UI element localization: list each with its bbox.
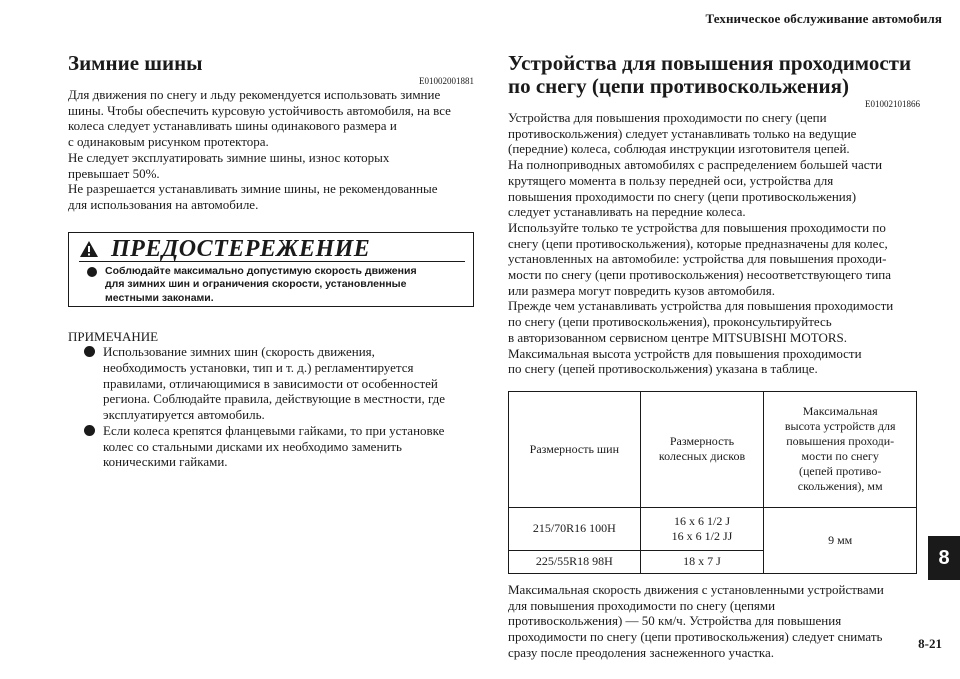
bullet-icon bbox=[87, 267, 97, 277]
warning-triangle-icon bbox=[79, 240, 99, 258]
text-line: противоскольжения) следует устанавливать только на ведущие bbox=[508, 125, 857, 141]
snow-chain-table bbox=[508, 391, 917, 574]
warning-line: Соблюдайте максимально допустимую скорость движения bbox=[105, 264, 417, 277]
note-label: ПРИМЕЧАНИЕ bbox=[68, 328, 159, 344]
section-code: E01002101866 bbox=[865, 99, 920, 109]
text-line: На полноприводных автомобилях с распределением большей части bbox=[508, 157, 883, 173]
header-text: Размерность шин bbox=[529, 441, 619, 456]
text-line: колес со стальными дисками их необходимо заменить bbox=[103, 438, 402, 454]
header-text: повышения проходи- bbox=[786, 434, 895, 449]
text-line: региона. Соблюдайте правила, действующие в местности, где bbox=[103, 391, 446, 407]
text-line: противоскольжения) — 50 км/ч. Устройства для повышения bbox=[508, 613, 842, 629]
text-line: по снегу (цепи противоскольжения), проконсультируйтесь bbox=[508, 314, 832, 330]
warning-divider bbox=[79, 261, 465, 262]
warning-line: местными законами. bbox=[105, 292, 214, 305]
section-code: E01002001881 bbox=[419, 76, 474, 86]
text-line: Для движения по снегу и льду рекомендуется использовать зимние bbox=[68, 87, 441, 102]
text-line: с одинаковым рисунком протектора. bbox=[68, 134, 269, 150]
warning-title: ПРЕДОСТЕРЕЖЕНИЕ bbox=[111, 235, 371, 262]
text-line: Максимальная высота устройств для повышения проходимости bbox=[508, 345, 862, 361]
text-line: шины. Чтобы обеспечить курсовую устойчивость автомобиля, на все bbox=[68, 102, 451, 118]
text-line: мости по снегу (цепи противоскольжения) несоответствующего типа bbox=[508, 267, 891, 283]
warning-line: для зимних шин и ограничения скорости, установленные bbox=[105, 278, 407, 291]
bullet-icon bbox=[84, 425, 95, 436]
text-line: необходимость установки, тип и т. д.) регламентируется bbox=[103, 360, 414, 376]
text-line: превышает 50%. bbox=[68, 165, 160, 181]
table-header-row bbox=[509, 391, 917, 507]
text-line: Не разрешается устанавливать зимние шины, не рекомендованные bbox=[68, 181, 438, 197]
text-line: Используйте только те устройства для повышения проходимости по bbox=[508, 219, 886, 235]
text-line: повышения проходимости по снегу (цепи противоскольжения) bbox=[508, 188, 857, 204]
note-item bbox=[84, 344, 474, 423]
warning-text bbox=[87, 265, 467, 306]
text-line: коническими гайками. bbox=[103, 454, 228, 470]
tire-cell: 225/55R18 98H bbox=[509, 550, 641, 573]
text-line: Если колеса крепятся фланцевыми гайками, то при установке bbox=[103, 422, 445, 438]
header-text: колесных дисков bbox=[658, 449, 746, 464]
text-line: (передние) колеса, соблюдая инструкции изготовителя цепей. bbox=[508, 141, 850, 157]
header-rim-size bbox=[640, 391, 764, 507]
text-line: установленных на автомобиле: устройства для повышения проходи- bbox=[508, 251, 887, 267]
text-line: для повышения проходимости по снегу (цепями bbox=[508, 597, 776, 613]
text-line: по снегу (цепей противоскольжения) указана в таблице. bbox=[508, 361, 818, 377]
header-text: Размерность bbox=[669, 434, 735, 449]
text-line: правилами, отличающимися в зависимости от особенностей bbox=[103, 375, 438, 391]
right-column bbox=[508, 52, 920, 660]
text-line: или размера могут повредить кузов автомобиля. bbox=[508, 282, 775, 298]
chapter-tab: 8 bbox=[928, 536, 960, 580]
title-line: по снегу (цепи противоскольжения) bbox=[508, 74, 849, 98]
note-text bbox=[103, 423, 444, 470]
snow-chains-text bbox=[508, 110, 920, 377]
note-text bbox=[103, 344, 445, 423]
header-text: (цепей противо- bbox=[798, 464, 882, 479]
text-line: для использования на автомобиле. bbox=[68, 196, 259, 212]
text-line: колеса следует устанавливать шины одинакового размера и bbox=[68, 118, 397, 134]
text-line: в авторизованном сервисном центре MITSUBISHI MOTORS. bbox=[508, 329, 848, 345]
left-column bbox=[68, 52, 474, 470]
text-line: снегу (цепи противоскольжения), которые предназначены для колес, bbox=[508, 235, 888, 251]
header-text: скольжения), мм bbox=[797, 479, 883, 494]
text-line: следует устанавливать на передние колеса. bbox=[508, 204, 746, 220]
speed-limit-text bbox=[508, 582, 920, 661]
table-row bbox=[509, 507, 917, 550]
bullet-icon bbox=[84, 346, 95, 357]
text-line: Устройства для повышения проходимости по снегу (цепи bbox=[508, 110, 827, 125]
text-line: Использование зимних шин (скорость движения, bbox=[103, 344, 375, 360]
rim-value: 16 x 6 1/2 J bbox=[674, 513, 731, 528]
text-line: крутящего момента в пользу передней оси, устройства для bbox=[508, 172, 834, 188]
header-tire-size bbox=[509, 391, 641, 507]
rim-cell bbox=[640, 507, 764, 550]
rim-value: 18 x 7 J bbox=[683, 554, 721, 569]
header-text: высота устройств для bbox=[784, 419, 896, 434]
section-title-winter-tires: Зимние шины bbox=[68, 51, 203, 75]
rim-cell bbox=[640, 550, 764, 573]
header-text: Максимальная bbox=[802, 404, 878, 419]
note-list bbox=[68, 344, 474, 470]
warning-box bbox=[68, 232, 474, 307]
running-header: Техническое обслуживание автомобиля bbox=[705, 11, 942, 26]
header-text: мости по снегу bbox=[801, 449, 879, 464]
text-line: проходимости по снегу (цепи противоскольжения) следует снимать bbox=[508, 629, 883, 645]
title-line: Устройства для повышения проходимости bbox=[508, 51, 912, 75]
warning-header bbox=[79, 236, 370, 263]
text-line: эксплуатируется автомобиль. bbox=[103, 407, 265, 423]
winter-tires-text bbox=[68, 87, 474, 213]
note-item bbox=[84, 423, 474, 470]
text-line: Не следует эксплуатировать зимние шины, износ которых bbox=[68, 149, 390, 165]
text-line: Прежде чем устанавливать устройства для повышения проходимости bbox=[508, 298, 894, 314]
text-line: сразу после преодоления заснеженного участка. bbox=[508, 644, 774, 660]
max-height-cell: 9 мм bbox=[764, 507, 917, 573]
section-title-snow-chains bbox=[508, 52, 920, 98]
page-number: 8-21 bbox=[918, 636, 942, 651]
header-max-chain-height bbox=[764, 391, 917, 507]
text-line: Максимальная скорость движения с установленными устройствами bbox=[508, 581, 884, 597]
tire-cell: 215/70R16 100H bbox=[509, 507, 641, 550]
warning-item bbox=[87, 265, 467, 279]
rim-value: 16 x 6 1/2 JJ bbox=[671, 528, 733, 543]
